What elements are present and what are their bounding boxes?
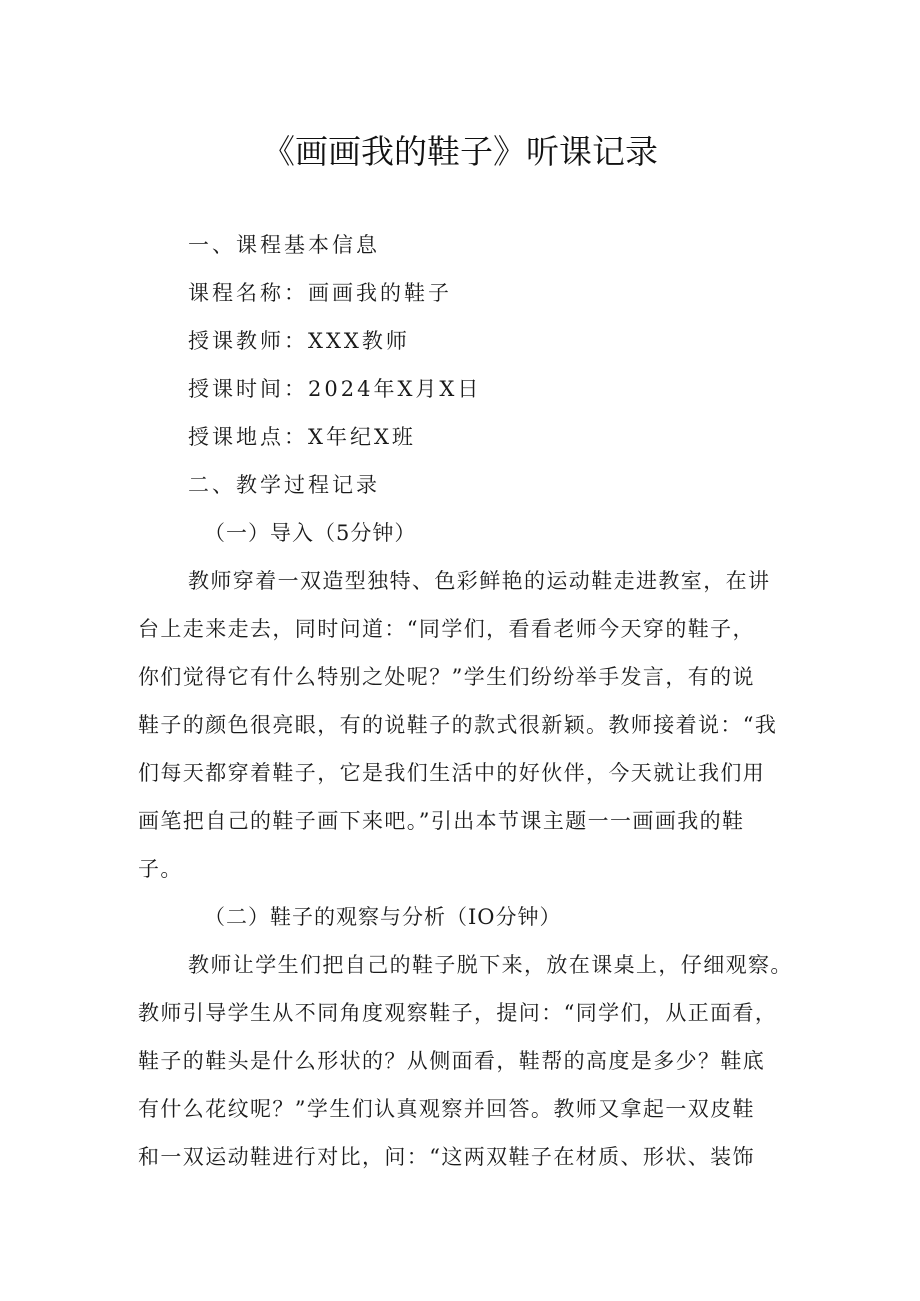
part2-line: 有什么花纹呢？”学生们认真观察并回答。教师又拿起一双皮鞋 — [138, 1097, 755, 1121]
part2-line: 鞋子的鞋头是什么形状的？从侧面看，鞋帮的高度是多少？鞋底 — [138, 1049, 766, 1073]
document-title: 《画画我的鞋子》听课记录 — [262, 132, 658, 171]
part1-line: 教师穿着一双造型独特、色彩鲜艳的运动鞋走进教室，在讲 — [188, 569, 771, 593]
part2-line: 教师让学生们把自己的鞋子脱下来，放在课桌上，仔细观察。 — [188, 953, 793, 977]
time-line: 授课时间：2024年X月X日 — [188, 377, 482, 401]
part2-heading: （二）鞋子的观察与分析（IO分钟） — [204, 905, 562, 929]
part1-line: 画笔把自己的鞋子画下来吧。”引出本节课主题一一画画我的鞋 — [138, 809, 745, 833]
course-name-line: 课程名称：画画我的鞋子 — [188, 281, 452, 305]
part2-line: 和一双运动鞋进行对比，问：“这两双鞋子在材质、形状、装饰 — [138, 1145, 755, 1169]
part2-line: 教师引导学生从不同角度观察鞋子，提问：“同学们，从正面看， — [138, 1001, 778, 1025]
part1-heading: （一）导入（5分钟） — [204, 521, 417, 545]
part1-line: 们每天都穿着鞋子，它是我们生活中的好伙伴，今天就让我们用 — [138, 761, 766, 785]
part1-line: 台上走来走去，同时问道：“同学们，看看老师今天穿的鞋子， — [138, 617, 755, 641]
part1-line: 子。 — [138, 857, 183, 881]
part1-line: 你们觉得它有什么特别之处呢？”学生们纷纷举手发言，有的说 — [138, 665, 755, 689]
part1-line: 鞋子的颜色很亮眼，有的说鞋子的款式很新颖。教师接着说：“我 — [138, 713, 778, 737]
section1-heading: 一、课程基本信息 — [188, 233, 380, 257]
section2-heading: 二、教学过程记录 — [188, 473, 380, 497]
location-line: 授课地点：X年纪X班 — [188, 425, 416, 449]
teacher-line: 授课教师：XXX教师 — [188, 329, 410, 353]
